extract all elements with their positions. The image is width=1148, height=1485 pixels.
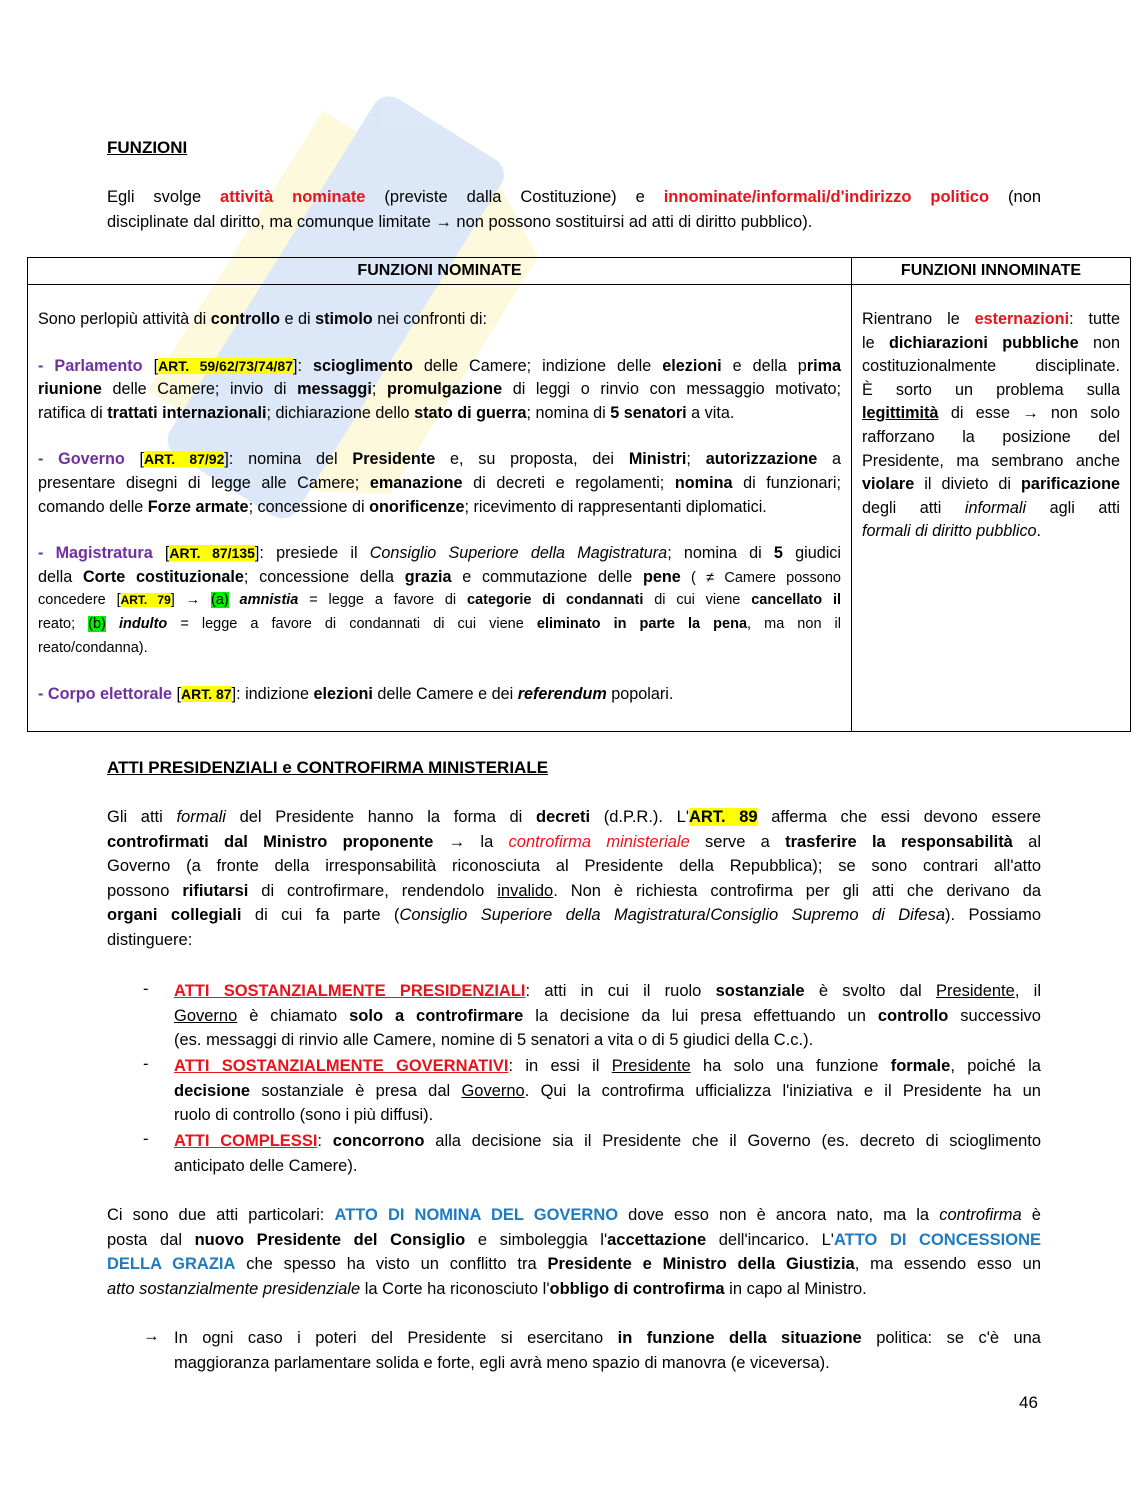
art-badge: ART. 89	[688, 808, 758, 826]
paragraph-atti-formali: Gli atti formali del Presidente hanno la forma di decreti (d.P.R.). L'ART. 89 afferma che essi devono essere controfirmati dal Ministro proponente → la controfirma ministeriale serve a trasferire la responsabilità al Governo (a fronte della irresponsabilità riconosciuta al Presidente della Repubblica); se sono contrari all'atto possono rifiutarsi di controfirmare, rendendolo invalido. Non è richiesta controfirma per gli atti che derivano da organi collegiali di cui fa parte (Consiglio Superiore della Magistratura/Consiglio Supremo di Difesa). Possiamo distinguere:	[107, 808, 1042, 949]
magistratura-block: - Magistratura [ART. 87/135]: presiede il Consiglio Superiore della Magistratura; nomina di 5 giudici della Corte costituzionale; concessione della grazia e commutazione delle pene ( ≠ Camere possono concedere [ART. 79] → (a) amnistia = legge a favore di categorie di condannati di cui viene cancellato il reato; (b) indulto = legge a favore di condannati di cui viene eliminato in parte la pena, ma non il reato/condanna).	[38, 544, 842, 656]
bullet-atti-presidenziali: ATTI SOSTANZIALMENTE PRESIDENZIALI: atti in cui il ruolo sostanziale è svolto dal Presidente, il Governo è chiamato solo a controfirmare la decisione da lui presa effettuando un controllo successivo (es. messaggi di rinvio alle Camere, nomine di 5 senatori a vita o di 5 giudici della C.c.).	[174, 982, 1042, 1050]
arrow-icon: →	[143, 1327, 160, 1345]
cell-funzioni-nominate	[28, 285, 852, 732]
bullet-dash: -	[143, 1055, 149, 1073]
header-funzioni-innominate: FUNZIONI INNOMINATE	[852, 258, 1131, 285]
art-badge: ART. 87/92	[144, 451, 225, 468]
bullet-dash: -	[143, 980, 149, 998]
arrow-icon: →	[435, 212, 452, 231]
parlamento-block: - Parlamento [ART. 59/62/73/74/87]: scioglimento delle Camere; indizione delle elezioni e della prima riunione delle Camere; invio di messaggi; promulgazione di leggi o rinvio con messaggio motivato; ratifica di trattati internazionali; dichiarazione dello stato di guerra; nomina di 5 senatori a vita.	[38, 356, 842, 422]
arrow-icon: →	[1022, 404, 1039, 423]
lead-text: Sono perlopiù attività di controllo e di stimolo nei confronti di:	[38, 310, 487, 328]
bullet-atti-governativi: ATTI SOSTANZIALMENTE GOVERNATIVI: in essi il Presidente ha solo una funzione formale, poiché la decisione sostanziale è presa dal Governo. Qui la controfirma ufficializza l'iniziativa e il Presidente ha un ruolo di controllo (sono i più diffusi).	[174, 1057, 1041, 1125]
bullet-dash: -	[143, 1130, 149, 1148]
art-badge: ART. 87/135	[169, 545, 255, 562]
section-title-funzioni: FUNZIONI	[107, 138, 188, 157]
paragraph-conclusione: In ogni caso i poteri del Presidente si esercitano in funzione della situazione politica: se c'è una maggioranza parlamentare solida e forte, egli avrà meno spazio di manovra (e viceversa).	[174, 1329, 1041, 1372]
bullet-atti-complessi: ATTI COMPLESSI: concorrono alla decisione sia il Presidente che il Governo (es. decreto di scioglimento anticipato delle Camere).	[174, 1132, 1041, 1175]
paragraph-atti-particolari: Ci sono due atti particolari: ATTO DI NOMINA DEL GOVERNO dove esso non è ancora nato, ma la controfirma è posta dal nuovo Presidente del Consiglio e simboleggia l'accettazione dell'incarico. L'ATTO DI CONCESSIONE DELLA GRAZIA che spesso ha visto un conflitto tra Presidente e Ministro della Giustizia, ma essendo esso un atto sostanzialmente presidenziale la Corte ha riconosciuto l'obbligo di controfirma in capo al Ministro.	[107, 1206, 1041, 1298]
art-badge: ART. 59/62/73/74/87	[158, 357, 293, 374]
section-title-atti-presidenziali: ATTI PRESIDENZIALI e CONTROFIRMA MINISTERIALE	[107, 758, 549, 777]
intro-paragraph: Egli svolge attività nominate (previste dalla Costituzione) e innominate/informali/d'indirizzo politico (non disciplinate dal diritto, ma comunque limitate → non possono sostituirsi ad atti di diritto pubblico).	[107, 188, 1041, 231]
cell-funzioni-innominate: Rientrano le esternazioni: tutte le dichiarazioni pubbliche non costituzionalmente disciplinate. È sorto un problema sulla legittimità di esse → non solo rafforzano la posizione del Presidente, ma sembrano anche violare il divieto di parificazione degli atti informali agli atti formali di diritto pubblico.	[852, 285, 1131, 732]
functions-table	[27, 257, 1131, 732]
governo-block: - Governo [ART. 87/92]: nomina del Presidente e, su proposta, dei Ministri; autorizzazione a presentare disegni di legge alle Camere; emanazione di decreti e regolamenti; nomina di funzionari; comando delle Forze armate; concessione di onorificenze; ricevimento di rappresentanti diplomatici.	[38, 450, 842, 516]
corpo-elettorale-block: - Corpo elettorale [ART. 87]: indizione elezioni delle Camere e dei referendum popolari.	[38, 685, 674, 704]
header-funzioni-nominate: FUNZIONI NOMINATE	[28, 258, 852, 285]
art-badge: ART. 79	[120, 593, 171, 608]
art-badge: ART. 87	[181, 686, 232, 703]
page-number: 46	[1019, 1393, 1038, 1412]
